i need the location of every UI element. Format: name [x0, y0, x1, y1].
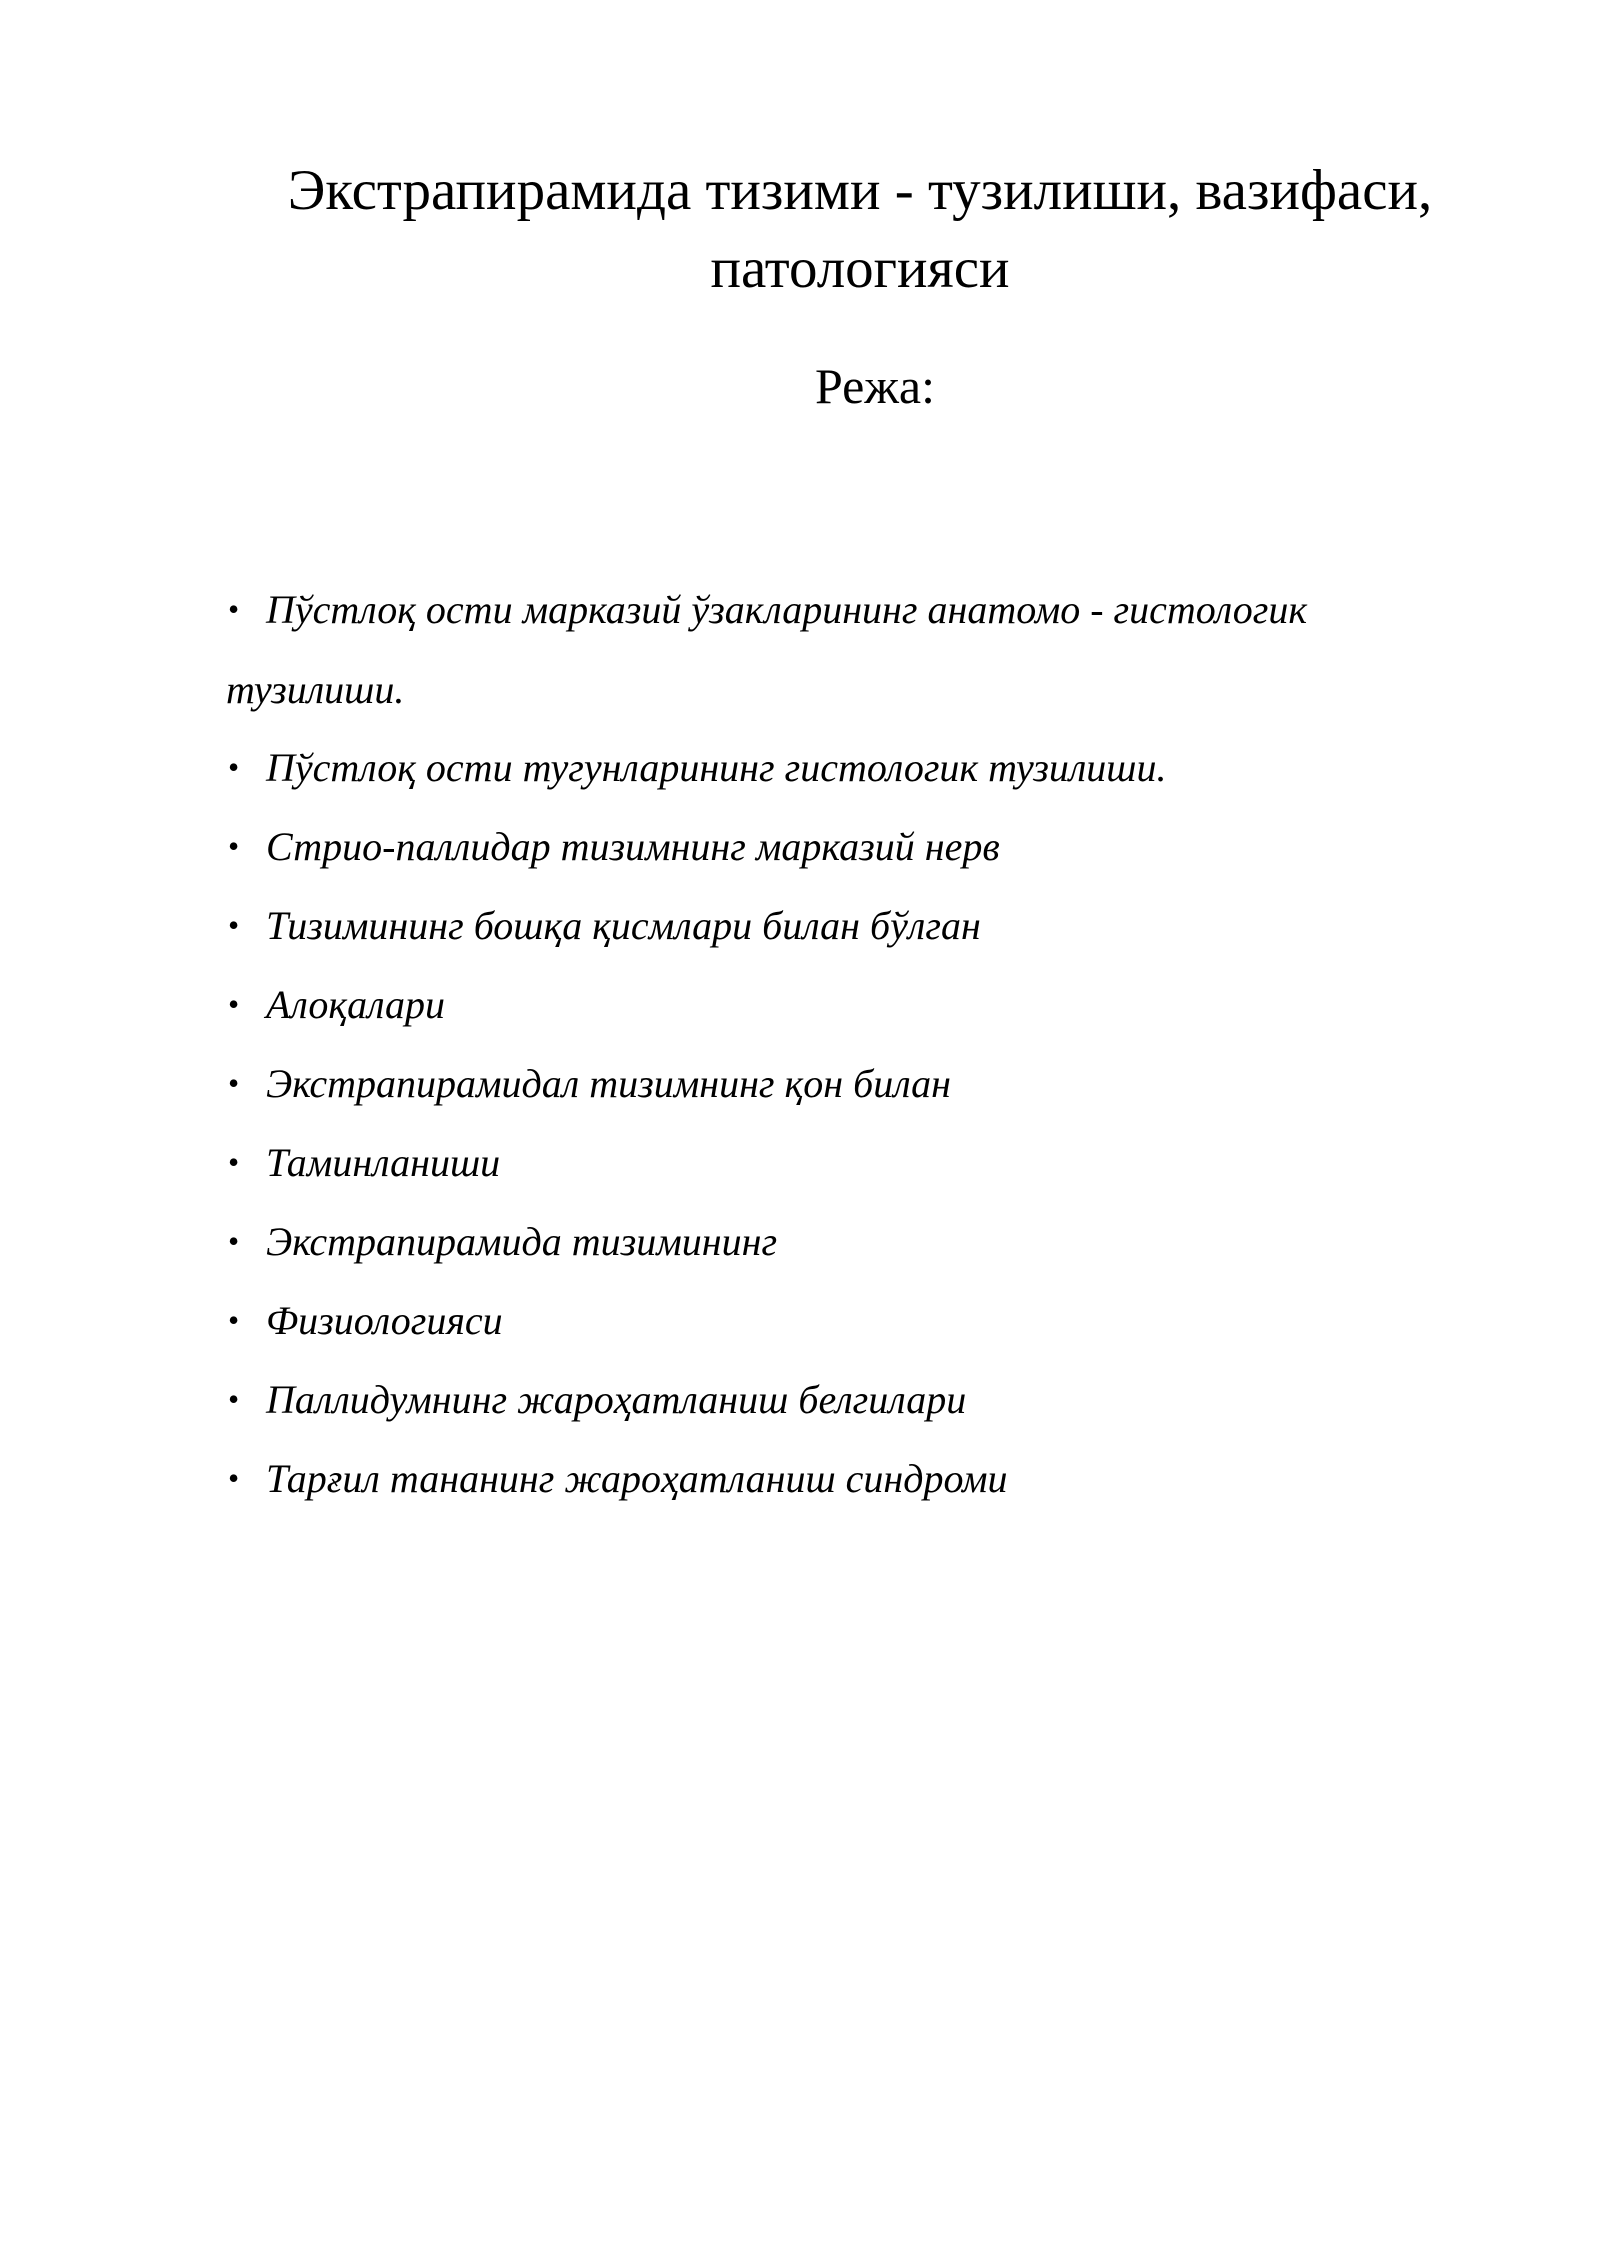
document-title-line1: Экстрапирамида тизими - тузилиши, вазифаси, — [287, 159, 1433, 222]
bullet-icon: • — [228, 986, 240, 1022]
bullet-icon: • — [228, 591, 240, 627]
bullet-icon: • — [228, 1381, 240, 1417]
plan-item-continuation: тузилиши. — [226, 667, 405, 712]
plan-item-text: Стрио-паллидар тизимнинг марказий нерв — [266, 824, 1000, 869]
bullet-icon: • — [228, 1223, 240, 1259]
plan-item — [226, 587, 1308, 712]
bullet-icon: • — [228, 828, 240, 864]
bullet-icon: • — [228, 749, 240, 785]
plan-item-text: Таминланиши — [266, 1140, 501, 1185]
bullet-icon: • — [228, 1144, 240, 1180]
plan-item — [228, 982, 446, 1027]
plan-item — [228, 1377, 967, 1422]
plan-item-text: Экстрапирамидал тизимнинг қон билан — [266, 1061, 951, 1106]
plan-heading: Режа: — [815, 358, 935, 414]
bullet-icon: • — [228, 907, 240, 943]
plan-item-text: Экстрапирамида тизимининг — [266, 1219, 778, 1264]
plan-item — [228, 1456, 1008, 1501]
plan-item — [228, 745, 1167, 790]
plan-item-text: Пўстлоқ ости тугунларининг гистологик тузилиши. — [266, 745, 1167, 790]
plan-item-text: Пўстлоқ ости марказий ўзакларининг анатомо - гистологик — [266, 587, 1308, 632]
plan-item-text: Физиологияси — [266, 1298, 503, 1343]
plan-item — [228, 824, 1000, 869]
plan-item-text: Алоқалари — [266, 982, 446, 1027]
bullet-icon: • — [228, 1302, 240, 1338]
plan-item — [228, 1298, 503, 1343]
document-title-line2: патологияси — [710, 237, 1010, 300]
plan-item — [228, 1061, 951, 1106]
plan-item-text: Паллидумнинг жароҳатланиш белгилари — [266, 1377, 967, 1422]
plan-item-text: Тарғил тананинг жароҳатланиш синдроми — [266, 1456, 1008, 1501]
bullet-icon: • — [228, 1065, 240, 1101]
plan-item-text: Тизимининг бошқа қисмлари билан бўлган — [266, 903, 981, 948]
bullet-icon: • — [228, 1460, 240, 1496]
plan-item — [228, 1140, 501, 1185]
plan-item — [228, 903, 981, 948]
plan-item — [228, 1219, 778, 1264]
